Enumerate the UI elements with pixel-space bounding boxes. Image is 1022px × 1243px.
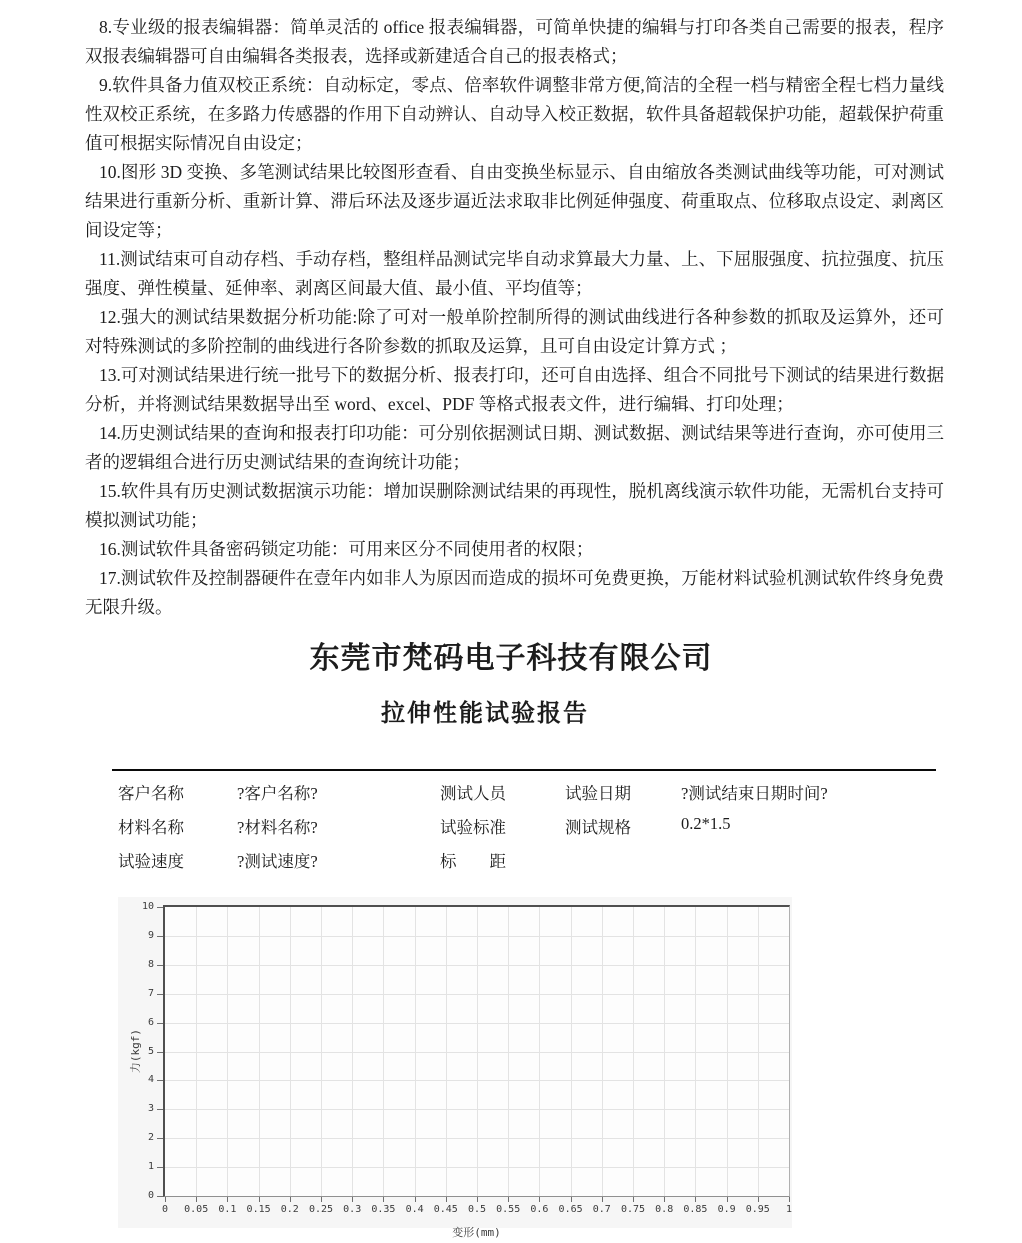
company-title: 东莞市梵码电子科技有限公司 — [309, 642, 713, 675]
value-test-speed: ?测试速度? — [237, 852, 318, 871]
feature-item-15: 15.软件具有历史测试数据演示功能：增加误删除测试结果的再现性，脱机离线演示软件功能，无需机台支持可模拟测试功能； — [85, 481, 944, 530]
y-tick-mark — [157, 965, 163, 966]
y-tick-mark — [157, 1080, 163, 1081]
y-tick-label: 5 — [147, 1045, 154, 1057]
x-tick-mark — [446, 1197, 447, 1202]
value-material-name: ?材料名称? — [237, 818, 318, 837]
y-tick-label: 8 — [147, 958, 154, 970]
feature-item-16: 16.测试软件具备密码锁定功能：可用来区分不同使用者的权限； — [99, 539, 594, 559]
x-tick-mark — [602, 1197, 603, 1202]
x-tick-label: 0.25 — [308, 1204, 334, 1215]
x-tick-label: 0.95 — [745, 1204, 770, 1215]
y-tick-mark — [157, 1196, 163, 1197]
x-tick-mark — [165, 1197, 166, 1202]
y-tick-label: 10 — [141, 901, 154, 912]
y-axis-title-text: 力(kgf) — [129, 1028, 142, 1074]
x-tick-mark — [321, 1197, 322, 1202]
value-test-date: ?测试结束日期时间? — [681, 784, 828, 803]
empty-cell — [681, 848, 936, 882]
x-tick-mark — [758, 1197, 759, 1202]
gridline-horizontal — [165, 965, 789, 966]
plot-area — [141, 901, 793, 1215]
x-tick-label: 0.65 — [558, 1204, 583, 1215]
x-tick-label: 0.75 — [620, 1204, 646, 1215]
x-tick-label: 0.8 — [655, 1204, 674, 1215]
label-test-date: 试验日期 — [565, 784, 631, 803]
x-tick-mark — [789, 1197, 790, 1202]
x-tick-mark — [196, 1197, 197, 1202]
x-tick-label: 1 — [785, 1204, 793, 1215]
feature-item-11: 11.测试结束可自动存档、手动存档，整组样品测试完毕自动求算最大力量、上、下屈服强度、抗拉强度、抗压强度、弹性模量、延伸率、剥离区间最大值、最小值、平均值等； — [85, 249, 944, 298]
y-tick-label: 3 — [147, 1103, 154, 1115]
y-tick-label: 1 — [147, 1161, 154, 1173]
y-tick-mark — [157, 907, 163, 908]
x-tick-label: 0.1 — [218, 1204, 237, 1215]
x-tick-mark — [508, 1197, 509, 1202]
x-tick-label: 0 — [161, 1204, 169, 1215]
feature-list — [85, 13, 944, 622]
x-tick-mark — [477, 1197, 478, 1202]
gridline-horizontal — [165, 1023, 789, 1024]
x-tick-mark — [633, 1197, 634, 1202]
x-tick-mark — [539, 1197, 540, 1202]
x-tick-mark — [415, 1197, 416, 1202]
x-tick-mark — [290, 1197, 291, 1202]
x-tick-label: 0.9 — [717, 1204, 736, 1215]
gridline-horizontal — [165, 994, 789, 995]
gridline-horizontal — [165, 1167, 789, 1168]
x-tick-label: 0.6 — [530, 1204, 549, 1215]
x-tick-label: 0.05 — [184, 1204, 209, 1215]
x-tick-mark — [695, 1197, 696, 1202]
value-test-spec: 0.2*1.5 — [681, 814, 731, 833]
label-tester: 测试人员 — [440, 784, 506, 803]
x-tick-mark — [664, 1197, 665, 1202]
x-tick-label: 0.85 — [683, 1204, 708, 1215]
x-tick-label: 0.55 — [496, 1204, 521, 1215]
y-tick-label: 2 — [147, 1132, 154, 1144]
chart-panel — [118, 897, 793, 1239]
label-material-name: 材料名称 — [118, 818, 184, 837]
y-axis-title — [128, 905, 142, 1197]
feature-item-12: 12.强大的测试结果数据分析功能:除了可对一般单阶控制所得的测试曲线进行各种参数的抓取及运算外，还可对特殊测试的多阶控制的曲线进行各阶参数的抓取及运算，且可自由设定计算方式 ； — [85, 307, 944, 356]
gridline-horizontal — [165, 1052, 789, 1053]
x-tick-mark — [727, 1197, 728, 1202]
info-table-grid — [118, 780, 936, 882]
x-tick-mark — [259, 1197, 260, 1202]
gridline-horizontal — [165, 1109, 789, 1110]
y-tick-label: 9 — [147, 929, 154, 941]
y-tick-label: 7 — [147, 987, 154, 999]
gridline-horizontal — [165, 936, 789, 937]
label-customer-name: 客户名称 — [118, 784, 184, 803]
y-tick-label: 0 — [147, 1190, 154, 1201]
feature-item-14: 14.历史测试结果的查询和报表打印功能：可分别依据测试日期、测试数据、测试结果等进行查询，亦可使用三者的逻辑组合进行历史测试结果的查询统计功能； — [85, 423, 944, 472]
gridline-horizontal — [165, 1080, 789, 1081]
x-tick-mark — [383, 1197, 384, 1202]
feature-item-8: 8.专业级的报表编辑器：简单灵活的 office 报表编辑器，可简单快捷的编辑与打印各类自己需要的报表，程序双报表编辑器可自由编辑各类报表，选择或新建适合自己的报表格式； — [85, 17, 944, 66]
y-tick-mark — [157, 1167, 163, 1168]
y-tick-mark — [157, 1023, 163, 1024]
gridline-horizontal — [165, 1138, 789, 1139]
x-tick-mark — [571, 1197, 572, 1202]
empty-cell — [565, 848, 681, 882]
x-tick-mark — [227, 1197, 228, 1202]
report-title: 拉伸性能试验报告 — [381, 701, 589, 727]
info-table — [112, 769, 936, 882]
value-customer-name: ?客户名称? — [237, 784, 318, 803]
label-test-standard: 试验标准 — [440, 818, 506, 837]
y-tick-mark — [157, 994, 163, 995]
x-tick-label: 0.15 — [246, 1204, 271, 1215]
y-tick-mark — [157, 1109, 163, 1110]
x-tick-mark — [352, 1197, 353, 1202]
label-test-spec: 测试规格 — [565, 818, 631, 837]
x-tick-label: 0.35 — [371, 1204, 396, 1215]
feature-item-10: 10.图形 3D 变换、多笔测试结果比较图形查看、自由变换坐标显示、自由缩放各类测试曲线等功能，可对测试结果进行重新分析、重新计算、滞后环法及逐步逼近法求取非比例延伸强度、荷重取点、位移取点设定、剥离区间设定等； — [85, 162, 944, 240]
y-tick-label: 4 — [147, 1074, 154, 1086]
y-tick-mark — [157, 1052, 163, 1053]
x-axis-title: 变形(mm) — [452, 1226, 501, 1239]
y-tick-mark — [157, 1138, 163, 1139]
feature-item-13: 13.可对测试结果进行统一批号下的数据分析、报表打印，还可自由选择、组合不同批号下测试的结果进行数据分析，并将测试结果数据导出至 word、excel、PDF 等格式报表文件，进行编辑、打印处理； — [85, 365, 944, 414]
x-tick-label: 0.3 — [343, 1204, 362, 1215]
x-tick-label: 0.4 — [405, 1204, 424, 1215]
y-tick-mark — [157, 936, 163, 937]
feature-item-9: 9.软件具备力值双校正系统：自动标定，零点、倍率软件调整非常方便,简洁的全程一档与精密全程七档力量线性双校正系统，在多路力传感器的作用下自动辨认、自动导入校正数据，软件具备超载保护功能，超载保护荷重值可根据实际情况自由设定； — [85, 75, 944, 153]
feature-item-17: 17.测试软件及控制器硬件在壹年内如非人为原因而造成的损坏可免费更换，万能材料试验机测试软件终身免费无限升级。 — [85, 568, 944, 617]
label-gauge-length: 标 距 — [440, 852, 506, 871]
x-tick-label: 0.5 — [467, 1204, 487, 1215]
x-tick-label: 0.2 — [280, 1204, 299, 1215]
label-test-speed: 试验速度 — [118, 852, 184, 871]
x-tick-label: 0.45 — [433, 1204, 458, 1215]
x-tick-label: 0.7 — [592, 1204, 611, 1215]
y-tick-label: 6 — [147, 1016, 154, 1028]
